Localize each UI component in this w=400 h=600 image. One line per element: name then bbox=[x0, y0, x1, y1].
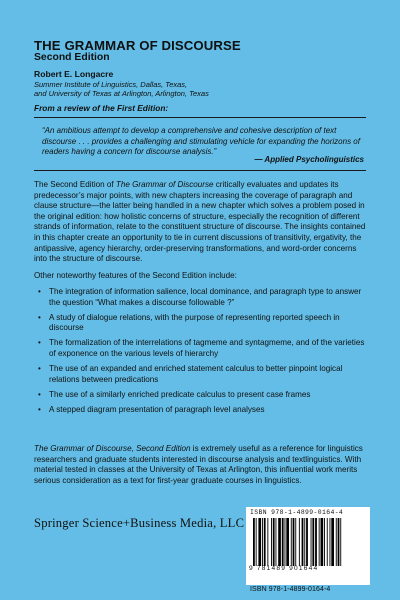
affiliation-line: and University of Texas at Arlington, Arlington, Texas bbox=[34, 89, 209, 99]
feature-item: • The formalization of the interrelations of tagmeme and syntagmeme, and of the varieties of exponence on the various levels of hierarchy bbox=[34, 338, 368, 359]
feature-item: • The use of an expanded and enriched statement calculus to better pinpoint logical relations between predications bbox=[34, 364, 368, 385]
review-quote: “An ambitious attempt to develop a comprehensive and cohesive description of text discourse . . . provides a challenging and stimulating vehicle for expanding the horizons of readers having a concern for discourse analysis.” bbox=[42, 126, 360, 157]
paragraph-text: is extremely useful as a reference for linguistics researchers and graduate students interested in discourse analysis and textlinguistics. With material tested in classes at the University of Texas at Arlington, this influential work merits serious consideration as a text for first-year graduate courses in linguistics. bbox=[34, 444, 363, 485]
affiliation-line: Summer Institute of Linguistics, Dallas, Texas, bbox=[34, 80, 188, 89]
barcode-block bbox=[246, 507, 370, 585]
features-list bbox=[34, 287, 368, 420]
author-name: Robert E. Longacre bbox=[34, 69, 114, 79]
isbn-label-bottom: ISBN 978-1-4899-0164-4 bbox=[250, 586, 331, 593]
review-source: — Applied Psycholinguistics bbox=[254, 155, 364, 164]
feature-item: • A study of dialogue relations, with the purpose of representing reported speech in discourse bbox=[34, 313, 368, 334]
barcode-digits: 9 781489 901644 bbox=[249, 565, 319, 572]
top-divider bbox=[34, 117, 366, 118]
feature-item: • The use of a similarly enriched predicate calculus to present case frames bbox=[34, 390, 368, 401]
audience-paragraph bbox=[34, 444, 368, 486]
book-title: THE GRAMMAR OF DISCOURSE bbox=[34, 38, 241, 53]
isbn-label-top: ISBN 978-1-4899-0164-4 bbox=[250, 509, 344, 516]
publisher-name: Springer Science+Business Media, LLC bbox=[34, 516, 245, 530]
paragraph-text: critically evaluates and updates its predecessor’s major points, with new chapters increasing the coverage of paragraph and clause structure—the latter being handled in a new chapter which solves a problem posed in the original edition: how holistic concerns of structure, especially the recognition of different strands of information, relate to the constituent structure of discourse. The insights contained in this chapter create an opportunity to tie in current discussions of transitivity, ergativity, the antipassive, agency hierarchy, order-preserving transformations, and word-order concerns into the structure of discourse. bbox=[34, 180, 366, 264]
edition-label: Second Edition bbox=[34, 52, 110, 63]
book-title-inline: The Grammar of Discourse bbox=[115, 180, 214, 189]
author-affiliation bbox=[34, 80, 209, 98]
book-title-inline: The Grammar of Discourse, Second Edition bbox=[34, 444, 191, 453]
paragraph-text: The Second Edition of bbox=[34, 180, 116, 189]
barcode-icon bbox=[251, 518, 365, 566]
description-paragraph bbox=[34, 180, 368, 265]
features-intro: Other noteworthy features of the Second Edition include: bbox=[34, 271, 237, 280]
feature-item: • The integration of information salience, local dominance, and paragraph type to answer the question “What makes a discourse followable ?” bbox=[34, 287, 368, 308]
bottom-divider bbox=[34, 170, 366, 171]
review-heading: From a review of the First Edition: bbox=[34, 103, 169, 113]
feature-item: • A stepped diagram presentation of paragraph level analyses bbox=[34, 405, 368, 416]
